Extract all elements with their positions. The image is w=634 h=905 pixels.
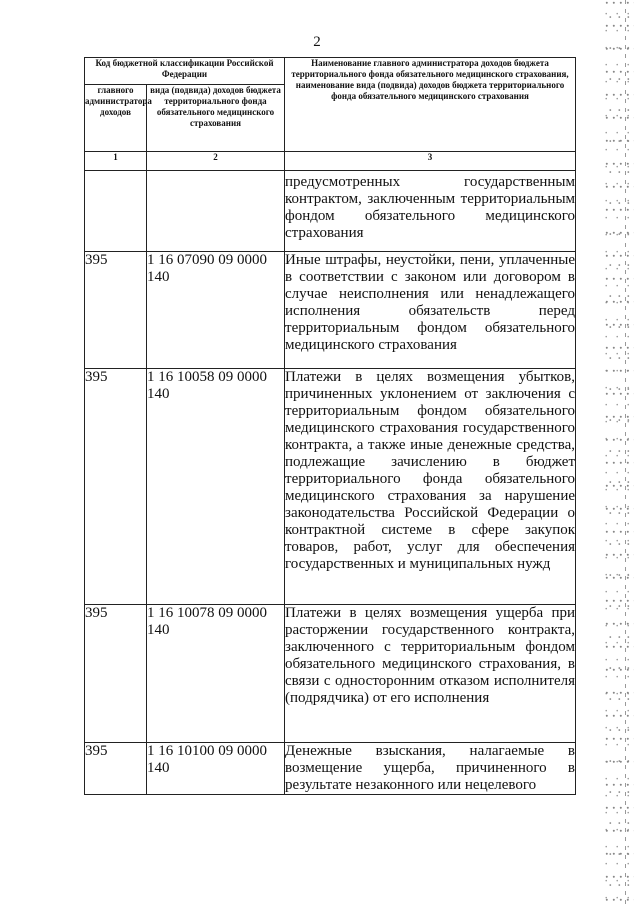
income-name-cell: Денежные взыскания, налагаемые в возмещение ущерба, причиненного в результате незаконного или нецелевого [285, 743, 576, 793]
admin-code-cell: 395 [85, 252, 147, 369]
header-row-1 [85, 58, 576, 85]
admin-code-cell: 395 [85, 369, 147, 605]
header-num-3: 3 [285, 152, 576, 171]
header-col1-title: главного администратора доходов [85, 85, 147, 152]
table-row [85, 252, 576, 369]
budget-classification-table [84, 57, 576, 795]
header-col3-title: Наименование главного администратора доходов бюджета территориального фонда обязательного медицинского страхования, наименование вида (подвида) доходов бюджета территориального фонда обязательного медицинского страхования [285, 58, 576, 152]
admin-code-cell [85, 171, 147, 252]
table-row [85, 369, 576, 605]
admin-code-cell: 395 [85, 605, 147, 743]
income-code-cell: 1 16 10078 09 0000 140 [147, 605, 285, 743]
table-row [85, 171, 576, 252]
income-code-cell: 1 16 10100 09 0000 140 [147, 743, 285, 795]
header-number-row [85, 152, 576, 171]
income-code-cell: 1 16 10058 09 0000 140 [147, 369, 285, 605]
admin-code-cell: 395 [85, 743, 147, 795]
income-name-cell: Иные штрафы, неустойки, пени, уплаченные в соответствии с законом или договором в случае неисполнения или ненадлежащего исполнения обязательств перед территориальным фондом обязательного медицинского страхования [285, 252, 576, 369]
table-row [85, 743, 576, 795]
income-name-cell: предусмотренных государственным контрактом, заключенным территориальным фондом обязательного медицинского страхования [285, 171, 576, 252]
income-code-cell [147, 171, 285, 252]
header-group-title: Код бюджетной классификации Российской Федерации [85, 58, 285, 85]
header-num-2: 2 [147, 152, 285, 171]
income-code-cell: 1 16 07090 09 0000 140 [147, 252, 285, 369]
header-col2-title: вида (подвида) доходов бюджета территориального фонда обязательного медицинского страхования [147, 85, 285, 152]
scan-edge-noise [604, 0, 634, 905]
income-name-cell: Платежи в целях возмещения убытков, причиненных уклонением от заключения с территориальным фондом обязательного медицинского страхования государственного контракта, а также иные денежные средства, подлежащие зачислению в бюджет территориального фонда обязательного медицинского страхования за нарушение законодательства Российской Федерации о контрактной системе в сфере закупок товаров, работ, услуг для обеспечения государственных и муниципальных нужд [285, 369, 576, 605]
page-number: 2 [313, 34, 321, 50]
table-row [85, 605, 576, 743]
income-name-cell: Платежи в целях возмещения ущерба при расторжении государственного контракта, заключенного с территориальным фондом обязательного медицинского страхования, в связи с односторонним отказом исполнителя (подрядчика) от его исполнения [285, 605, 576, 743]
header-num-1: 1 [85, 152, 147, 171]
scan-edge-line [625, 0, 626, 905]
